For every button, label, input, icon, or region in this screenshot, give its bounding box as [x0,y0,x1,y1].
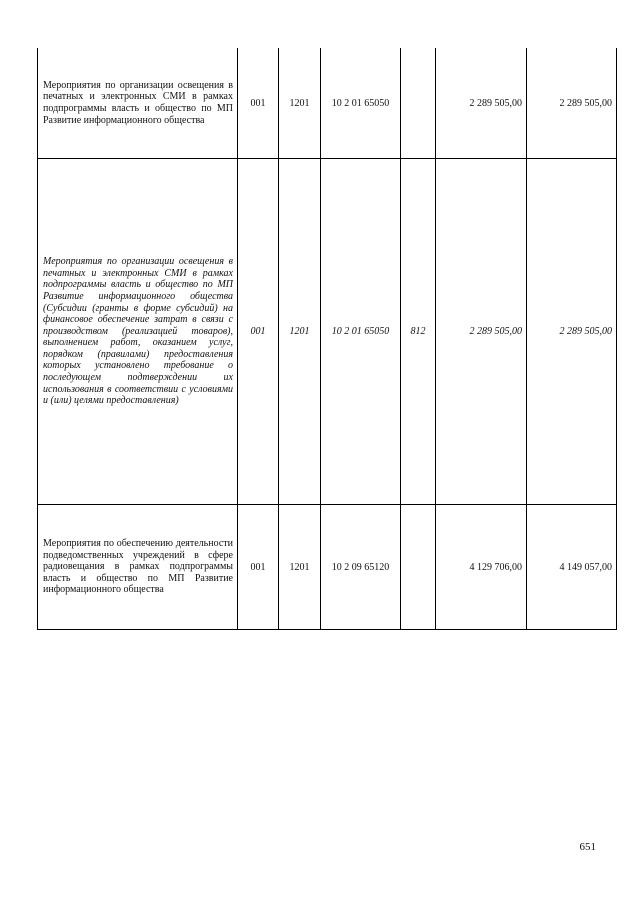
ministry-code-cell: 001 [238,505,279,630]
expense-type-cell [401,48,436,159]
amount-1-cell: 2 289 505,00 [436,159,527,505]
target-article-cell: 10 2 01 65050 [321,48,401,159]
amount-2-cell: 2 289 505,00 [527,159,617,505]
budget-table [37,48,617,630]
section-code-cell: 1201 [279,48,321,159]
row-description: Мероприятия по организации освещения в печатных и электронных СМИ в рамках подпрограммы власть и общество по МП Развитие информационного общества (Субсидии (гранты в форме субсидий) на финансовое обеспечение затрат в связи с производством (реализацией товаров), выполнением работ, оказанием услуг, порядком (правилами) предоставления которых установлено требование о последующем подтверждении их использования в соответствии с условиями и (или) целями предоставления) [38,159,238,505]
table-row [38,159,617,505]
table-row [38,505,617,630]
table-row [38,48,617,159]
amount-2-cell: 4 149 057,00 [527,505,617,630]
section-code-cell: 1201 [279,505,321,630]
amount-2-cell: 2 289 505,00 [527,48,617,159]
expense-type-cell [401,505,436,630]
section-code-cell: 1201 [279,159,321,505]
target-article-cell: 10 2 09 65120 [321,505,401,630]
amount-1-cell: 4 129 706,00 [436,505,527,630]
expense-type-cell: 812 [401,159,436,505]
page-number: 651 [579,841,596,853]
amount-1-cell: 2 289 505,00 [436,48,527,159]
ministry-code-cell: 001 [238,48,279,159]
target-article-cell: 10 2 01 65050 [321,159,401,505]
row-description: Мероприятия по обеспечению деятельности подведомственных учреждений в сфере радиовещания в рамках подпрограммы власть и общество по МП Развитие информационного общества [38,505,238,630]
row-description: Мероприятия по организации освещения в печатных и электронных СМИ в рамках подпрограммы власть и общество по МП Развитие информационного общества [38,48,238,159]
ministry-code-cell: 001 [238,159,279,505]
